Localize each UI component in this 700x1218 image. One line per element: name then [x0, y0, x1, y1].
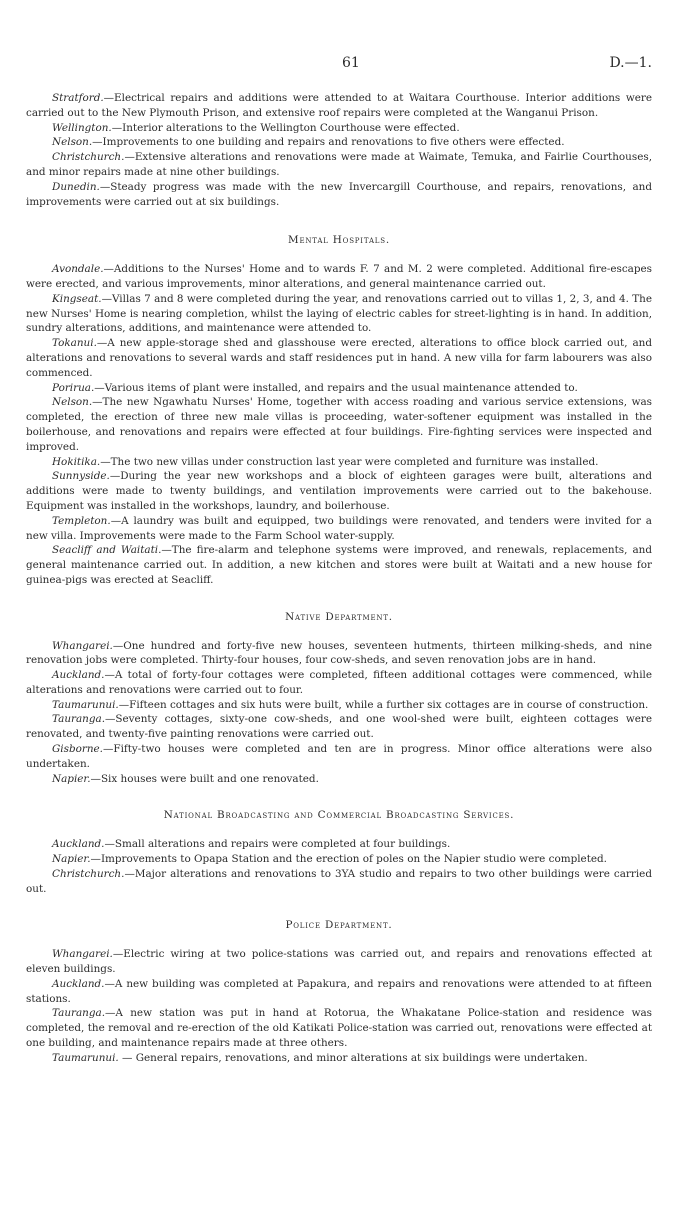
paragraph: Auckland.—A total of forty-four cottages were completed, fifteen additional cottages were commenced, while alterations and renovations were carried out to four. [26, 669, 652, 696]
place-name: Dunedin. [52, 180, 100, 193]
paragraph: Auckland.—A new building was completed at Papakura, and repairs and renovations were attended to at fifteen stations. [26, 977, 652, 1005]
place-name: Tauranga. [52, 1007, 106, 1020]
paragraph: Christchurch.—Extensive alterations and renovations were made at Waimate, Temuka, and Fairlie Courthouses, and minor repairs made at nine other buildings. [26, 151, 652, 178]
place-name: Hokitika. [52, 455, 101, 468]
paragraph: Whangarei.—Electric wiring at two police-stations was carried out, and repairs and renovations effected at eleven buildings. [26, 948, 652, 976]
place-name: Templeton. [52, 514, 111, 527]
paragraph: Nelson.—The new Ngawhatu Nurses' Home, together with access roading and various service extensions, was completed, the erection of three new male villas is proceeding, water-softener equipment was installed in the boilerhouse, and renovations and repairs were effected at four buildings. Fire-fighting services were inspected and improved. [26, 396, 652, 453]
paragraph: Taumarunui. — General repairs, renovations, and minor alterations at six buildings were undertaken. [52, 1051, 588, 1064]
place-name: Nelson. [52, 136, 93, 149]
paragraph: Kingseat.—Villas 7 and 8 were completed during the year, and renovations carried out to villas 1, 2, 3, and 4. The new Nurses' Home is nearing completion, whilst the laying of electric cables for street-lighting is in hand. In addition, sundry alterations, additions, and maintenance were attended to. [26, 292, 652, 335]
section-heading: Police Department. [285, 919, 393, 932]
place-name: Auckland. [52, 977, 105, 990]
place-name: Kingseat. [52, 292, 102, 305]
place-name: Sunnyside. [52, 470, 110, 483]
place-name: Christchurch. [52, 151, 125, 164]
paragraph: Templeton.—A laundry was built and equipped, two buildings were renovated, and tenders were invited for a new villa. Improvements were made to the Farm School water-supply. [26, 514, 652, 542]
paragraph: Tokanui.—A new apple-storage shed and glasshouse were erected, alterations to office block carried out, and alterations and renovations to several wards and staff residences put in hand. A new villa for farm labourers was also commenced. [26, 337, 652, 379]
paragraph: Hokitika.—The two new villas under construction last year were completed and furniture was installed. [52, 455, 599, 468]
place-name: Napier. [52, 772, 91, 785]
paragraph: Gisborne.—Fifty-two houses were completed and ten are in progress. Minor office alterations were also undertaken. [26, 743, 652, 770]
place-name: Auckland. [52, 669, 105, 682]
document-reference: D.—1. [609, 55, 652, 71]
place-name: Tokanui. [52, 337, 97, 350]
place-name: Gisborne. [52, 743, 103, 756]
place-name: Tauranga. [52, 713, 106, 726]
paragraph: Nelson.—Improvements to one building and repairs and renovations to five others were effected. [52, 136, 565, 149]
section-mental-hospitals [26, 233, 652, 587]
paragraph: Sunnyside.—During the year new workshops and a block of eighteen garages were built, alterations and additions were made to twenty buildings, and ventilation improvements were carried out to the bakehouse. Equipment was installed in the workshops, laundry, and boilerhouse. [26, 470, 652, 512]
section-native-department [26, 610, 652, 787]
paragraph: Napier.—Six houses were built and one renovated. [52, 772, 319, 785]
paragraph: Tauranga.—Seventy cottages, sixty-one cow-sheds, and one wool-shed were built, eighteen cottages were renovated, and twenty-five painting renovations were carried out. [26, 713, 652, 741]
paragraph: Avondale.—Additions to the Nurses' Home and to wards F. 7 and M. 2 were completed. Additional fire-escapes were erected, and various improvements, minor alterations, and general maintenance carried out. [26, 263, 652, 290]
paragraph: Auckland.—Small alterations and repairs were completed at four buildings. [52, 838, 451, 851]
paragraph: Porirua.—Various items of plant were installed, and repairs and the usual maintenance attended to. [52, 381, 578, 394]
place-name: Wellington. [52, 121, 112, 134]
place-name: Nelson. [52, 396, 93, 409]
place-name: Taumarunui. [52, 1051, 119, 1064]
paragraph: Taumarunui.—Fifteen cottages and six huts were built, while a further six cottages are in course of construction. [52, 698, 649, 711]
place-name: Whangarei. [52, 948, 113, 961]
section-heading: Native Department. [285, 610, 393, 623]
paragraph: Whangarei.—One hundred and forty-five new houses, seventeen hutments, thirteen milking-sheds, and nine renovation jobs were completed. Thirty-four houses, four cow-sheds, and seven renovation jobs are in hand. [26, 639, 652, 667]
paragraph: Christchurch.—Major alterations and renovations to 3YA studio and repairs to two other buildings were carried out. [26, 867, 652, 895]
place-name: Napier. [52, 853, 91, 866]
place-name: Seacliff and Waitati. [52, 544, 162, 557]
document-body [26, 91, 652, 1066]
place-name: Whangarei. [52, 639, 113, 652]
paragraph: Wellington.—Interior alterations to the Wellington Courthouse were effected. [52, 121, 460, 134]
paragraph: Dunedin.—Steady progress was made with the new Invercargill Courthouse, and repairs, renovations, and improvements were carried out at six buildings. [26, 180, 652, 208]
place-name: Stratford. [52, 92, 104, 104]
section-heading: National Broadcasting and Commercial Broadcasting Services. [163, 809, 515, 822]
place-name: Taumarunui. [52, 698, 119, 711]
paragraph: Stratford.—Electrical repairs and additions were attended to at Waitara Courthouse. Interior additions were carried out to the New Plymouth Prison, and extensive roof repairs were completed at the Wanganui Prison. [26, 92, 652, 119]
section-courthouses [26, 91, 652, 209]
place-name: Avondale. [52, 263, 104, 276]
place-name: Auckland. [52, 838, 105, 851]
page-header [26, 55, 652, 75]
section-heading: Mental Hospitals. [288, 234, 390, 247]
paragraph: Seacliff and Waitati.—The fire-alarm and telephone systems were improved, and renewals, replacements, and general maintenance carried out. In addition, a new kitchen and stores were built at Waitati and a new house for guinea-pigs was erected at Seacliff. [26, 544, 653, 586]
paragraph: Napier.—Improvements to Opapa Station and the erection of poles on the Napier studio were completed. [52, 853, 607, 866]
place-name: Christchurch. [52, 867, 125, 880]
paragraph: Tauranga.—A new station was put in hand at Rotorua, the Whakatane Police-station and residence was completed, the removal and re-erection of the old Katikati Police-station was carried out, renovations were effected at one building, and maintenance repairs made at three others. [26, 1007, 652, 1050]
page-number: 61 [342, 55, 360, 71]
section-broadcasting [26, 808, 652, 896]
section-police-department [26, 918, 652, 1065]
place-name: Porirua. [52, 381, 95, 394]
